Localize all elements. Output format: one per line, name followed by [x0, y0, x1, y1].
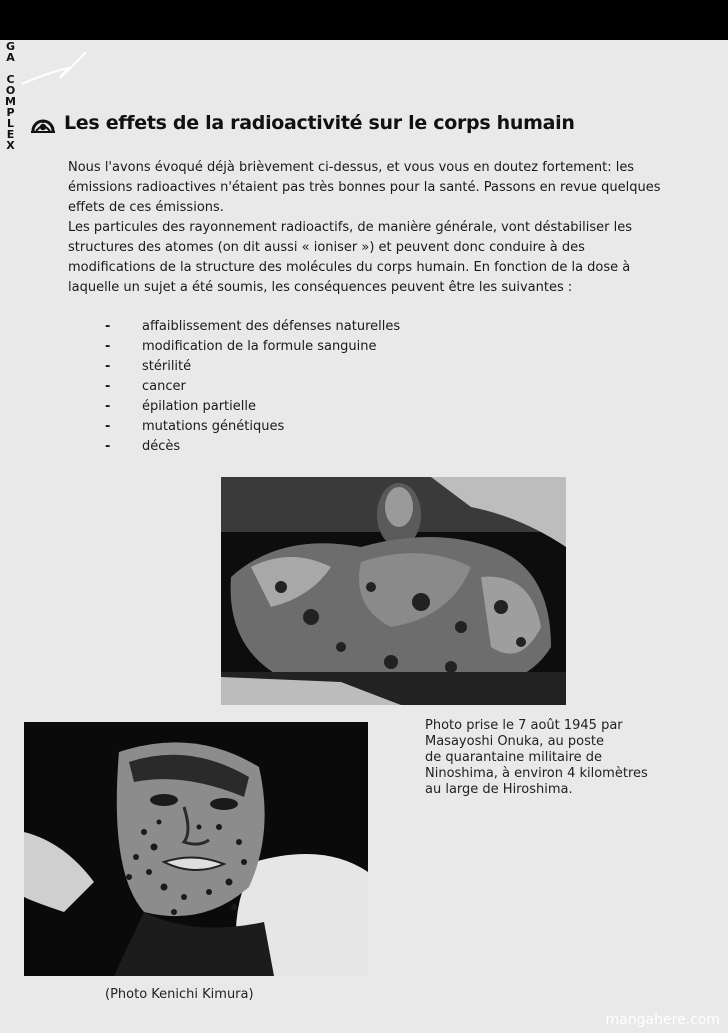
photo-caption: Photo prise le 7 août 1945 par Masayoshi Onuka, au poste de quarantaine militaire de Ninoshima, à environ 4 kilomètres au large de Hiroshima.: [425, 718, 648, 797]
list-item: - affaiblissement des défenses naturelles: [105, 319, 401, 334]
radiation-symbol-icon: [30, 112, 56, 134]
list-item: - cancer: [105, 379, 186, 394]
victim-burns-photo: [221, 477, 566, 705]
site-watermark: mangahere.com: [605, 1012, 720, 1028]
effects-list: [105, 317, 400, 457]
list-item: - modification de la formule sanguine: [105, 339, 377, 354]
document-page: [0, 40, 728, 1033]
list-item: - décès: [105, 439, 181, 454]
photo-credit: (Photo Kenichi Kimura): [105, 987, 254, 1002]
list-item: - épilation partielle: [105, 399, 256, 414]
victim-face-photo: [24, 722, 368, 976]
intro-paragraph-1: Nous l'avons évoqué déjà brièvement ci-dessus, et vous vous en doutez fortement: les émissions radioactives n'étaient pas très bonnes pour la santé. Passons en revue quelques effets de ces émissions.: [68, 160, 661, 215]
intro-paragraph-2: Les particules des rayonnement radioactifs, de manière générale, vont déstabiliser les structures des atomes (on dit aussi « ioniser ») et peuvent donc conduire à des modifications de la structure des molécules du corps humain. En fonction de la dose à laquelle un sujet a été soumis, les conséquences peuvent être les suivantes :: [68, 220, 633, 295]
side-logo: GA COMPLEX: [0, 40, 16, 150]
pen-scribble: [20, 50, 90, 90]
intro-text: [68, 158, 668, 298]
list-item: - mutations génétiques: [105, 419, 285, 434]
page-title: Les effets de la radioactivité sur le corps humain: [64, 112, 575, 134]
list-item: - stérilité: [105, 359, 192, 374]
section-heading: [30, 112, 575, 134]
